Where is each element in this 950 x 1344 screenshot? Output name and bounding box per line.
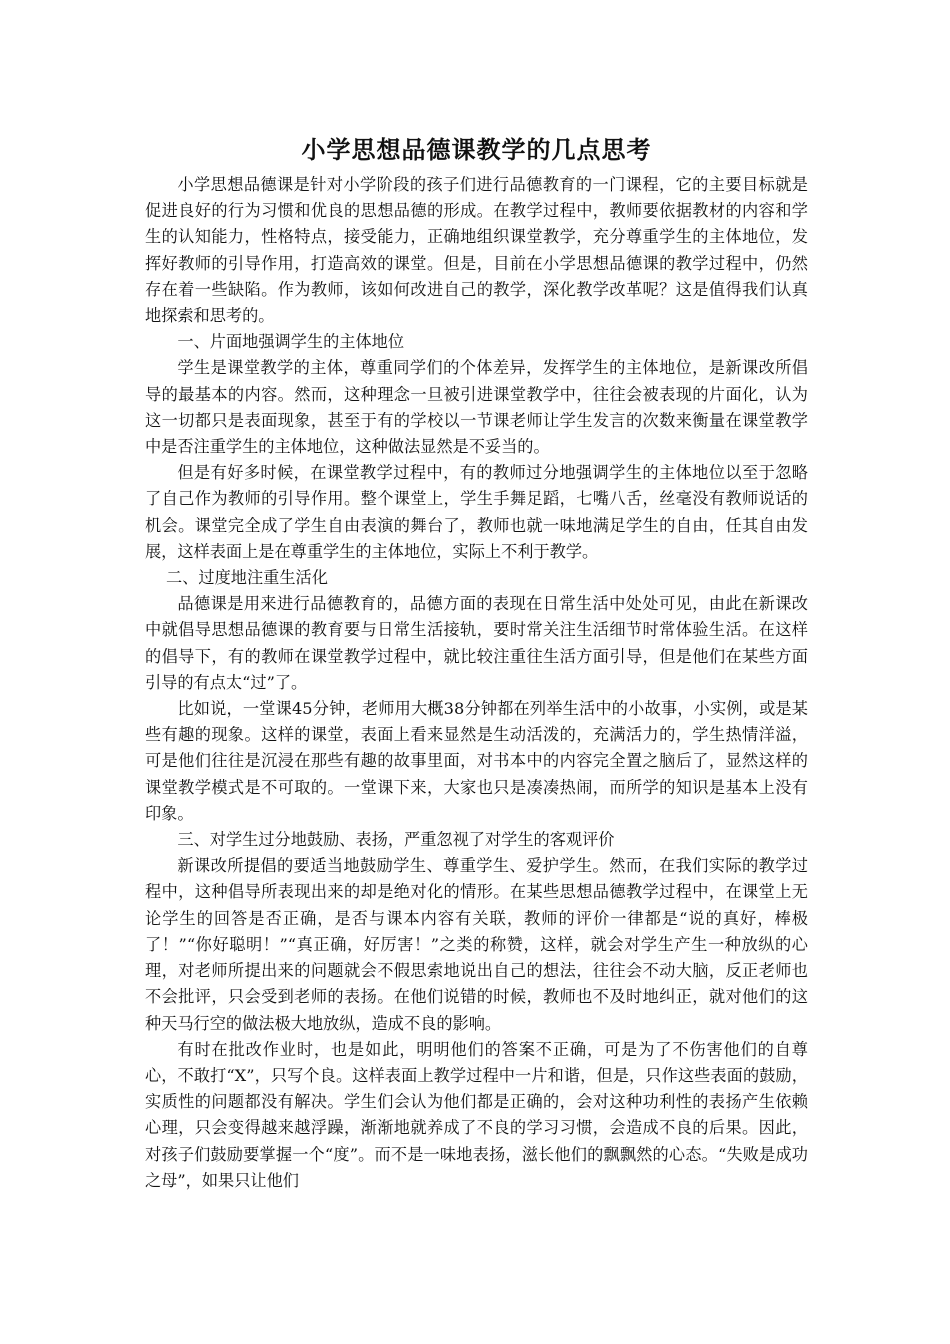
section-1-paragraph-1: 学生是课堂教学的主体，尊重同学们的个体差异，发挥学生的主体地位，是新课改所倡导的最基本的内容。然而，这种理念一旦被引进课堂教学中，往往会被表现的片面化，认为这一切都只是表面现象，甚至于有的学校以一节课老师让学生发言的次数来衡量在课堂教学中是否注重学生的主体地位，这种做法显然是不妥当的。 — [145, 358, 808, 457]
section-heading-1: 一、片面地强调学生的主体地位 — [177, 332, 405, 352]
section-3-paragraph-2: 有时在批改作业时，也是如此，明明他们的答案不正确，可是为了不伤害他们的自尊心，不敢打“X”，只写个良。这样表面上教学过程中一片和谐，但是，只作这些表面的鼓励，实质性的问题都没有解决。学生们会认为他们都是正确的，会对这种功利性的表扬产生依赖心理，只会变得越来越浮躁，渐渐地就养成了不良的学习习惯，会造成不良的后果。因此，对孩子们鼓励要掌握一个“度”。而不是一味地表扬，滋长他们的飘飘然的心态。“失败是成功之母”，如果只让他们 — [145, 1039, 808, 1190]
section-2-paragraph-2: 比如说，一堂课45分钟，老师用大概38分钟都在列举生活中的小故事，小实例，或是某些有趣的现象。这样的课堂，表面上看来显然是生动活泼的，充满活力的，学生热情洋溢，可是他们往往是沉浸在那些有趣的故事里面，对书本中的内容完全置之脑后了，显然这样的课堂教学模式是不可取的。一堂课下来，大家也只是凑凑热闹，而所学的知识是基本上没有印象。 — [145, 699, 808, 823]
section-2-paragraph-1: 品德课是用来进行品德教育的，品德方面的表现在日常生活中处处可见，由此在新课改中就倡导思想品德课的教育要与日常生活接轨，要时常关注生活细节时常体验生活。在这样的倡导下，有的教师在课堂教学过程中，就比较注重往生活方面引导，但是他们在某些方面引导的有点太“过”了。 — [145, 594, 808, 692]
intro-paragraph: 小学思想品德课是针对小学阶段的孩子们进行品德教育的一门课程，它的主要目标就是促进良好的行为习惯和优良的思想品德的形成。在教学过程中，教师要依据教材的内容和学生的认知能力，性格特点，接受能力，正确地组织课堂教学，充分尊重学生的主体地位，发挥好教师的引导作用，打造高效的课堂。但是，目前在小学思想品德课的教学过程中，仍然存在着一些缺陷。作为教师，该如何改进自己的教学，深化教学改革呢？这是值得我们认真地探索和思考的。 — [145, 175, 808, 326]
document-title: 小学思想品德课教学的几点思考 — [301, 135, 652, 164]
section-heading-3: 三、对学生过分地鼓励、表扬，严重忽视了对学生的客观评价 — [177, 830, 615, 850]
section-heading-2: 二、过度地注重生活化 — [166, 568, 328, 588]
document-page — [145, 130, 808, 1194]
section-3-paragraph-1: 新课改所提倡的要适当地鼓励学生、尊重学生、爱护学生。然而，在我们实际的教学过程中，这种倡导所表现出来的却是绝对化的情形。在某些思想品德教学过程中，在课堂上无论学生的回答是否正确，是否与课本内容有关联，教师的评价一律都是“说的真好，棒极了！”“你好聪明！”“真正确，好厉害！”之类的称赞，这样，就会对学生产生一种放纵的心理，对老师所提出来的问题就会不假思索地说出自己的想法，往往会不动大脑，反正老师也不会批评，只会受到老师的表扬。在他们说错的时候，教师也不及时地纠正，就对他们的这种天马行空的做法极大地放纵，造成不良的影响。 — [145, 856, 808, 1033]
section-1-paragraph-2: 但是有好多时候，在课堂教学过程中，有的教师过分地强调学生的主体地位以至于忽略了自己作为教师的引导作用。整个课堂上，学生手舞足蹈，七嘴八舌，丝毫没有教师说话的机会。课堂完全成了学生自由表演的舞台了，教师也就一味地满足学生的自由，任其自由发展，这样表面上是在尊重学生的主体地位，实际上不利于教学。 — [145, 463, 808, 561]
